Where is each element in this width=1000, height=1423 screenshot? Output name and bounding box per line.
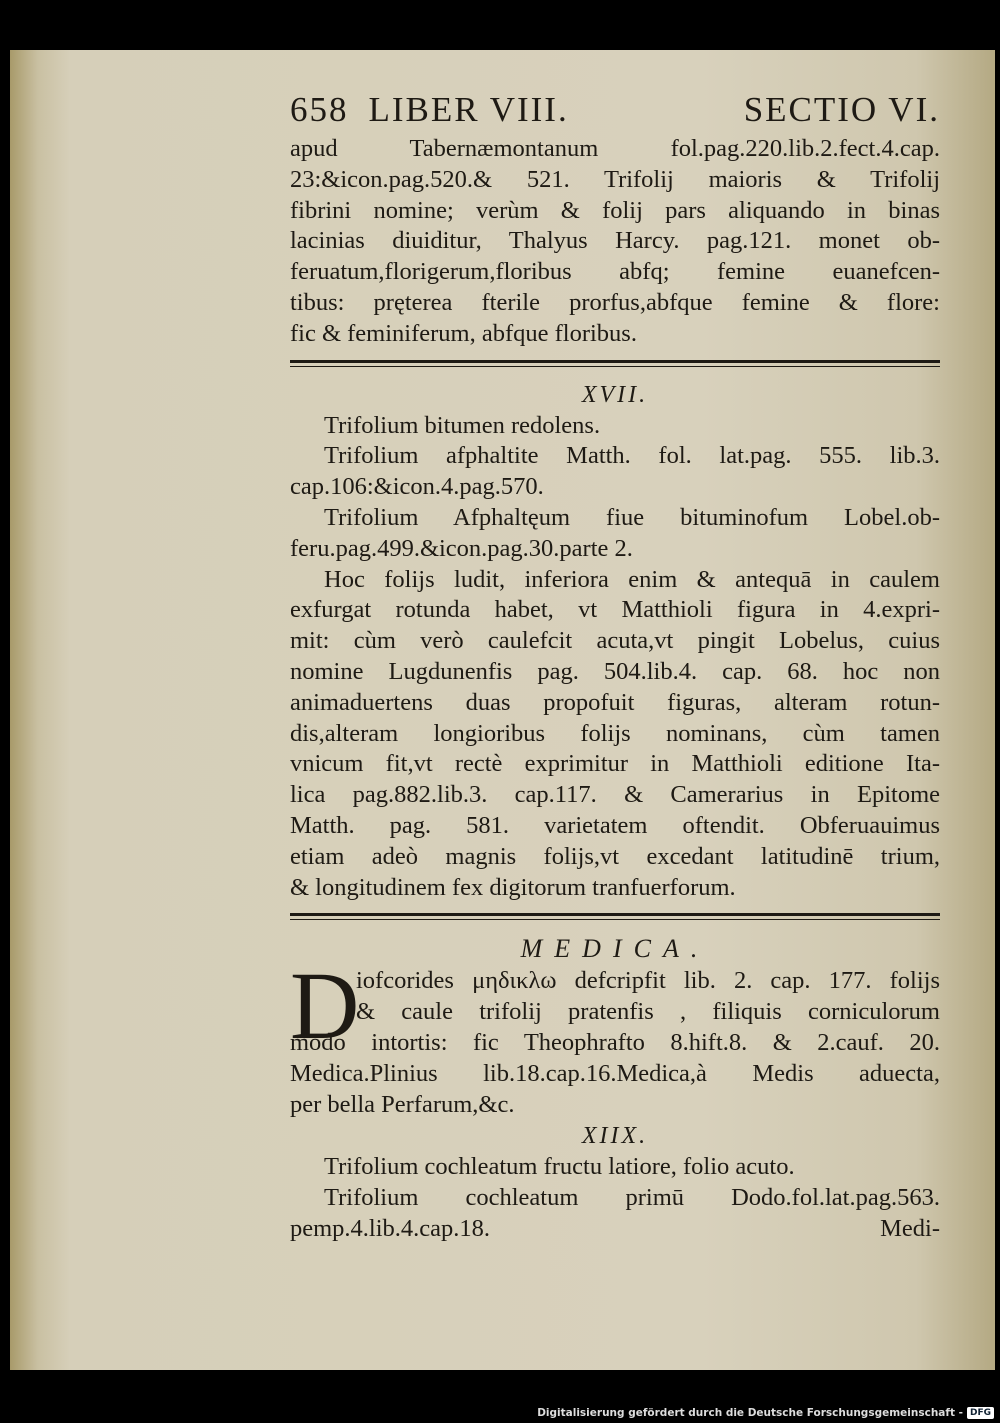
- text-line: exfurgat rotunda habet, vt Matthioli figura in 4.expri-: [290, 596, 940, 624]
- page-number: 658: [290, 90, 349, 129]
- dfg-logo: DFG: [967, 1407, 994, 1419]
- book-page: [10, 50, 995, 1370]
- section-divider: [290, 360, 940, 363]
- text-line: 23:&icon.pag.520.& 521. Trifolij maioris & Trifolij: [290, 165, 940, 193]
- text-line: Hoc folijs ludit, inferiora enim & antequā in caulem: [324, 565, 940, 593]
- text-line: modo intortis: fic Theophrafto 8.hift.8. & 2.cauf. 20.: [290, 1028, 940, 1056]
- text-line: Trifolium Afphaltęum fiue bituminofum Lobel.ob-: [324, 503, 940, 531]
- section-heading: XIIX.: [581, 1123, 649, 1150]
- section-xiix: [290, 1120, 940, 1244]
- drop-capital: D: [290, 952, 360, 1060]
- credit-text: Digitalisierung gefördert durch die Deutsche Forschungsgemeinschaft -: [537, 1407, 963, 1419]
- paragraph-continuation: [290, 134, 940, 350]
- text-line: iofcorides μηδικλω defcripfit lib. 2. cap. 177. folijs: [356, 967, 940, 995]
- text-line: apud Tabernæmontanum fol.pag.220.lib.2.fect.4.cap.: [290, 135, 940, 162]
- header-liber: LIBER VIII.: [368, 90, 569, 129]
- text-line: fic & feminiferum, abfque floribus.: [290, 319, 637, 347]
- page-text: [290, 90, 940, 1245]
- text-line: Trifolium cochleatum primū Dodo.fol.lat.pag.563.: [324, 1184, 940, 1212]
- text-line: dis,alteram longioribus folijs nominans, cùm tamen: [290, 719, 940, 747]
- section-heading: MEDICA.: [520, 934, 710, 964]
- text-line: Matth. pag. 581. varietatem oftendit. Obferuauimus: [290, 811, 940, 839]
- text-line: vnicum fit,vt rectè exprimitur in Matthioli editione Ita-: [290, 750, 940, 778]
- text-line: & caule trifolij pratenfis , filiquis corniculorum: [356, 998, 940, 1026]
- running-header: [290, 90, 940, 134]
- catchword: Medi-: [880, 1214, 940, 1242]
- text-line: per bella Perfarum,&c.: [290, 1090, 515, 1118]
- text-line: lica pag.882.lib.3. cap.117. & Camerarius in Epitome: [290, 781, 940, 809]
- text-line: feru.pag.499.&icon.pag.30.parte 2.: [290, 534, 633, 562]
- text-line: Trifolium bitumen redolens.: [324, 411, 601, 439]
- section-divider: [290, 913, 940, 916]
- text-line: feruatum,florigerum,floribus abfq; femine euanefcen-: [290, 258, 940, 286]
- text-line: Medica.Plinius lib.18.cap.16.Medica,à Medis aduecta,: [290, 1059, 940, 1087]
- section-heading: XVII.: [581, 381, 649, 408]
- text-line: & longitudinem fex digitorum tranfuerforum.: [290, 873, 736, 901]
- text-line: cap.106:&icon.4.pag.570.: [290, 473, 544, 501]
- text-line: mit: cùm verò caulefcit acuta,vt pingit Lobelus, cuius: [290, 627, 940, 655]
- text-line: lacinias diuiditur, Thalyus Harcy. pag.121. monet ob-: [290, 227, 940, 255]
- section-xvii: [290, 379, 940, 904]
- text-line: nomine Lugdunenfis pag. 504.lib.4. cap. 68. hoc non: [290, 657, 940, 685]
- last-line-with-catchword: [290, 1214, 940, 1245]
- text-line: Trifolium cochleatum fructu latiore, folio acuto.: [324, 1153, 795, 1181]
- section-medica: [290, 932, 940, 1120]
- text-line: tibus: prętereа fterile prorfus,abfque femine & flore:: [290, 288, 940, 316]
- text-line: Trifolium afphaltite Matth. fol. lat.pag. 555. lib.3.: [324, 442, 940, 470]
- text-line: etiam adeò magnis folijs,vt excedant latitudinē trium,: [290, 842, 940, 870]
- text-line: fibrini nomine; verùm & folij pars aliquando in binas: [290, 196, 940, 224]
- digitization-credit: [537, 1407, 994, 1419]
- header-sectio: SECTIO VI.: [743, 90, 940, 129]
- text-line: pemp.4.lib.4.cap.18.: [290, 1214, 491, 1242]
- text-line: animaduertens duas propofuit figuras, alteram rotun-: [290, 688, 940, 716]
